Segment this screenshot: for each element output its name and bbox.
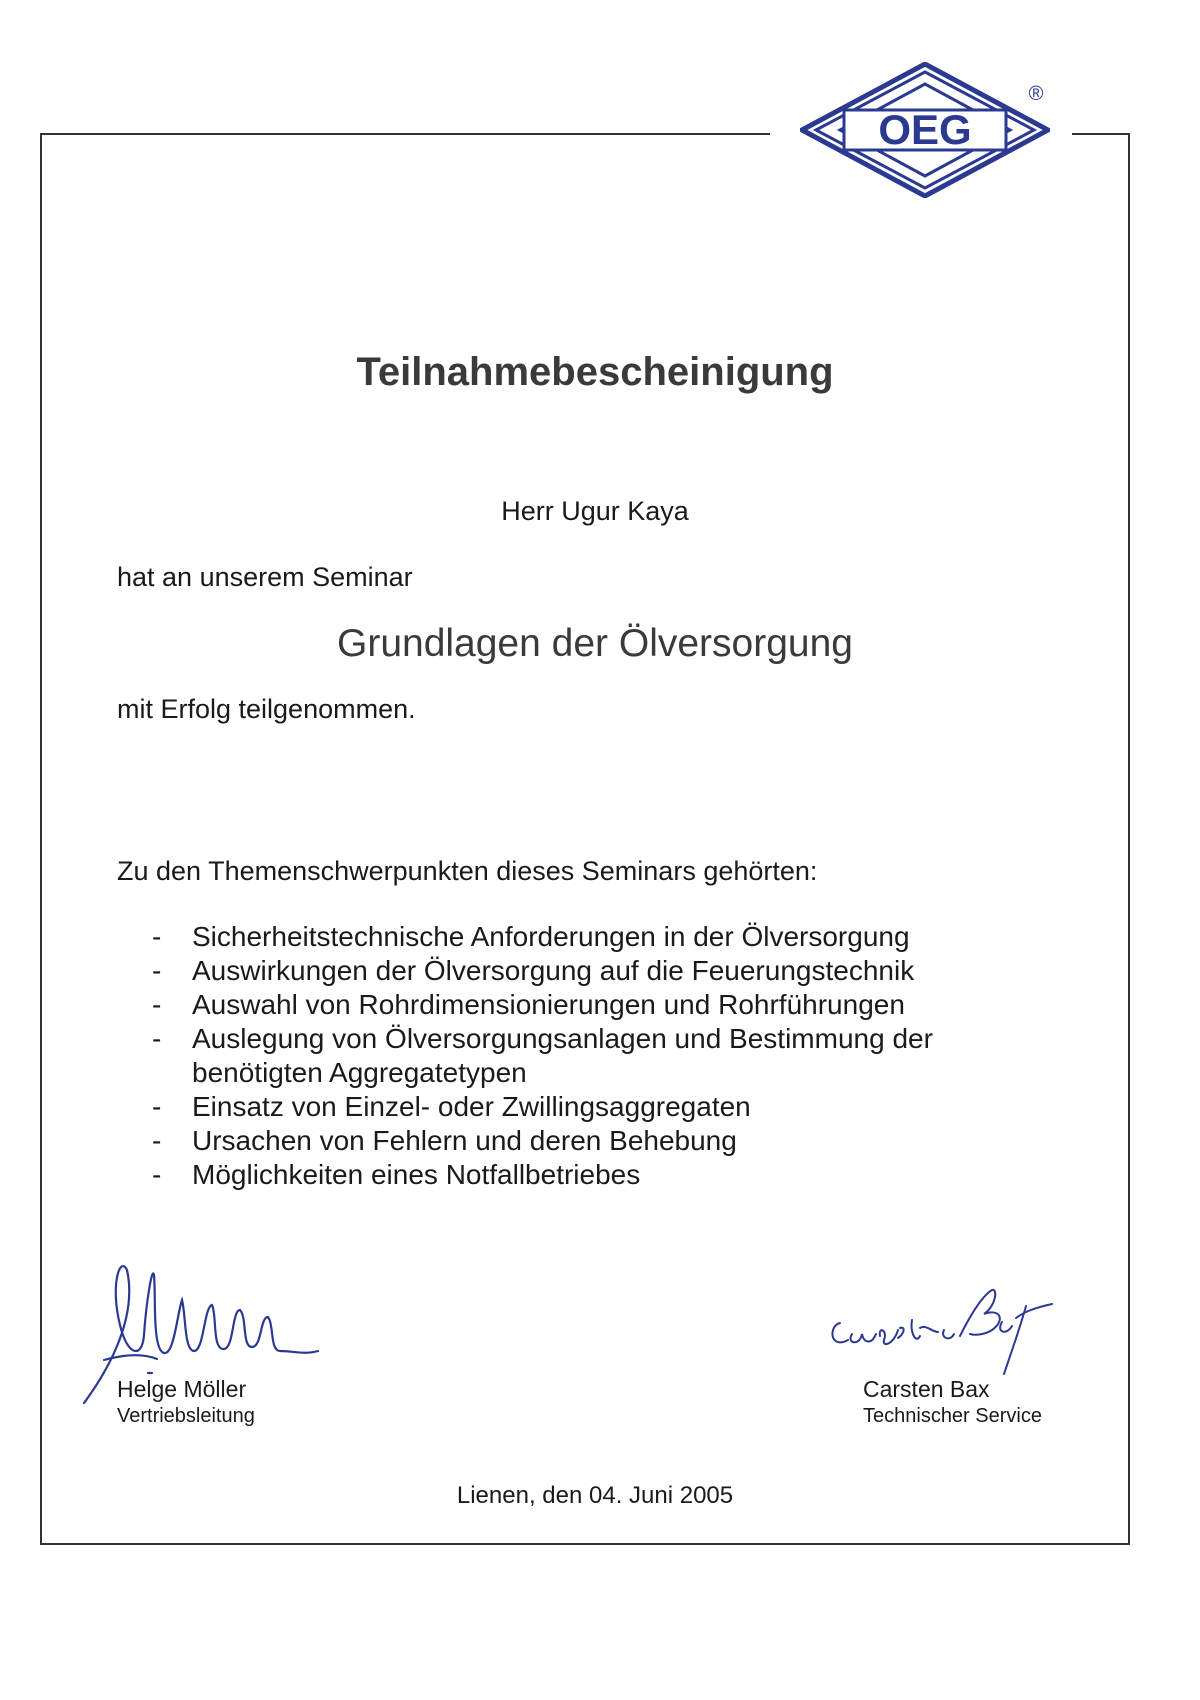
topic-item bbox=[152, 1090, 1012, 1124]
topic-item bbox=[152, 1124, 1012, 1158]
topic-item bbox=[152, 954, 1012, 988]
signer-right bbox=[863, 1375, 1042, 1429]
signer-name: Helge Möller bbox=[117, 1376, 247, 1402]
bullet-dash: - bbox=[152, 1023, 162, 1054]
topic-text: Sicherheitstechnische Anforderungen in der Ölversorgung bbox=[192, 921, 910, 952]
bullet-dash: - bbox=[152, 955, 162, 986]
topic-text: Möglichkeiten eines Notfallbetriebes bbox=[192, 1159, 641, 1190]
topic-item bbox=[152, 1158, 1012, 1192]
topic-text: Auswahl von Rohrdimensionierungen und Rohrführungen bbox=[192, 989, 905, 1020]
topic-item bbox=[152, 1022, 1012, 1090]
frame-right-border bbox=[1128, 133, 1130, 1543]
topic-text: Auslegung von Ölversorgungsanlagen und Bestimmung der benötigten Aggregatetypen bbox=[192, 1023, 933, 1088]
oeg-logo bbox=[800, 62, 1050, 198]
frame-top-border bbox=[40, 133, 770, 135]
bullet-dash: - bbox=[152, 1159, 162, 1190]
topic-item bbox=[152, 920, 1012, 954]
signer-left bbox=[117, 1375, 255, 1429]
bullet-dash: - bbox=[152, 989, 162, 1020]
frame-bottom-border bbox=[40, 1543, 1130, 1545]
frame-left-border bbox=[40, 133, 42, 1543]
signature-carsten-bax bbox=[820, 1278, 1060, 1378]
recipient-name: Herr Ugur Kaya bbox=[501, 496, 689, 526]
place-date: Lienen, den 04. Juni 2005 bbox=[456, 1482, 734, 1509]
registered-mark: ® bbox=[1028, 83, 1044, 105]
topics-list bbox=[152, 920, 1012, 1192]
frame-top-border-right bbox=[1072, 133, 1130, 135]
signer-role: Vertriebsleitung bbox=[117, 1405, 255, 1427]
bullet-dash: - bbox=[152, 1091, 162, 1122]
seminar-name: Grundlagen der Ölversorgung bbox=[337, 622, 853, 665]
bullet-dash: - bbox=[152, 921, 162, 952]
topics-heading: Zu den Themenschwerpunkten dieses Seminars gehörten: bbox=[117, 856, 818, 886]
certificate-title: Teilnahmebescheinigung bbox=[356, 350, 834, 394]
topic-text: Ursachen von Fehlern und deren Behebung bbox=[192, 1125, 737, 1156]
topic-item bbox=[152, 988, 1012, 1022]
intro-text: hat an unserem Seminar bbox=[117, 562, 413, 592]
topic-text: Auswirkungen der Ölversorgung auf die Feuerungstechnik bbox=[192, 955, 915, 986]
signer-name: Carsten Bax bbox=[863, 1376, 990, 1402]
logo-text: OEG bbox=[878, 106, 972, 153]
signer-role: Technischer Service bbox=[863, 1405, 1042, 1427]
bullet-dash: - bbox=[152, 1125, 162, 1156]
topic-text: Einsatz von Einzel- oder Zwillingsaggregaten bbox=[192, 1091, 751, 1122]
outro-text: mit Erfolg teilgenommen. bbox=[117, 694, 416, 724]
